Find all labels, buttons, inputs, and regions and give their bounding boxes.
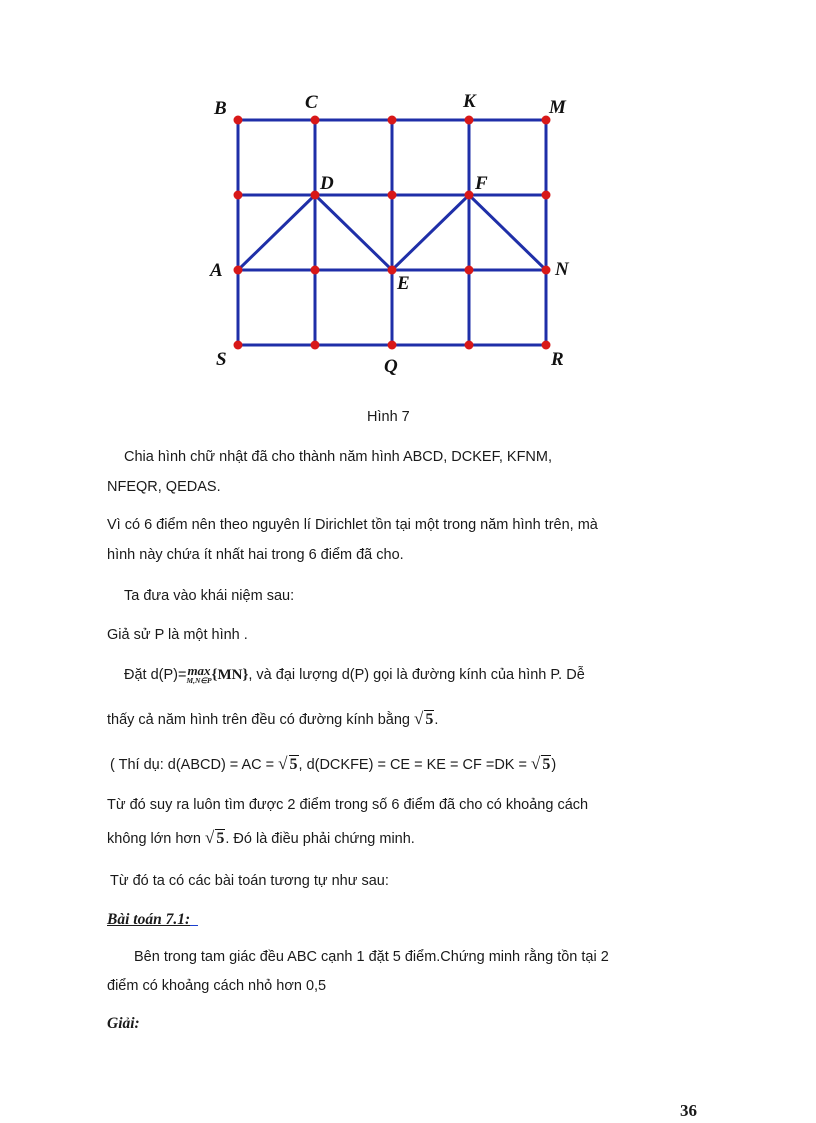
max-operator: max M,N∈P [186,663,212,685]
paragraph-1-line-1: Chia hình chữ nhật đã cho thành năm hình ABCD, DCKEF, KFNM, [124,449,553,465]
grid-lines [238,120,546,345]
label-Q: Q [384,356,398,377]
paragraph-7-example: ( Thí dụ: d(ABCD) = AC = √ 5, d(DCKFE) = CE = KE = CF =DK = √ 5) [110,754,557,773]
label-A: A [210,260,223,281]
label-M: M [549,97,566,118]
solution-label: Giải: [107,1015,140,1032]
paragraph-8-line-1: Từ đó suy ra luôn tìm được 2 điểm trong số 6 điểm đã cho có khoảng cách [107,797,589,813]
label-N: N [555,259,569,280]
label-F: F [475,173,488,194]
label-R: R [551,349,564,370]
sqrt-five: √ 5 [205,828,225,847]
figure-caption: Hình 7 [367,409,410,425]
diameter-def-suffix: , và đại lượng d(P) gọi là đường kính của hình P. Dễ [248,667,585,683]
label-E: E [397,273,410,294]
mn-set: {MN} [211,667,249,683]
sqrt-five: √ 5 [278,754,298,773]
paragraph-2-line-1: Vì có 6 điểm nên theo nguyên lí Dirichlet tồn tại một trong năm hình trên, mà [107,517,598,533]
page-number: 36 [680,1101,697,1120]
sqrt-five: √ 5 [414,709,434,728]
figure-grid-diagram [200,80,600,380]
label-B: B [214,98,227,119]
paragraph-4: Giả sử P là một hình . [107,627,248,643]
label-C: C [305,92,318,113]
paragraph-3: Ta đưa vào khái niệm sau: [124,588,295,604]
problem-line-2: điểm có khoảng cách nhỏ hơn 0,5 [107,978,327,994]
paragraph-9: Từ đó ta có các bài toán tương tự như sau: [110,873,389,889]
label-K: K [463,91,476,112]
paragraph-2-line-2: hình này chứa ít nhất hai trong 6 điểm đã cho. [107,547,404,563]
problem-line-1: Bên trong tam giác đều ABC cạnh 1 đặt 5 điểm.Chứng minh rằng tồn tại 2 [134,949,609,965]
paragraph-8-line-2: không lớn hơn √ 5. Đó là điều phải chứng minh. [107,828,415,847]
diameter-def-prefix: Đặt d(P)= [124,667,187,683]
paragraph-1-line-2: NFEQR, QEDAS. [107,479,221,495]
label-S: S [216,349,227,370]
sqrt-five: √ 5 [531,754,551,773]
paragraph-5 [124,665,585,686]
label-D: D [320,173,334,194]
problem-title: Bài toán 7.1: [107,911,191,928]
paragraph-6: thấy cả năm hình trên đều có đường kính bằng √ 5. [107,709,439,728]
